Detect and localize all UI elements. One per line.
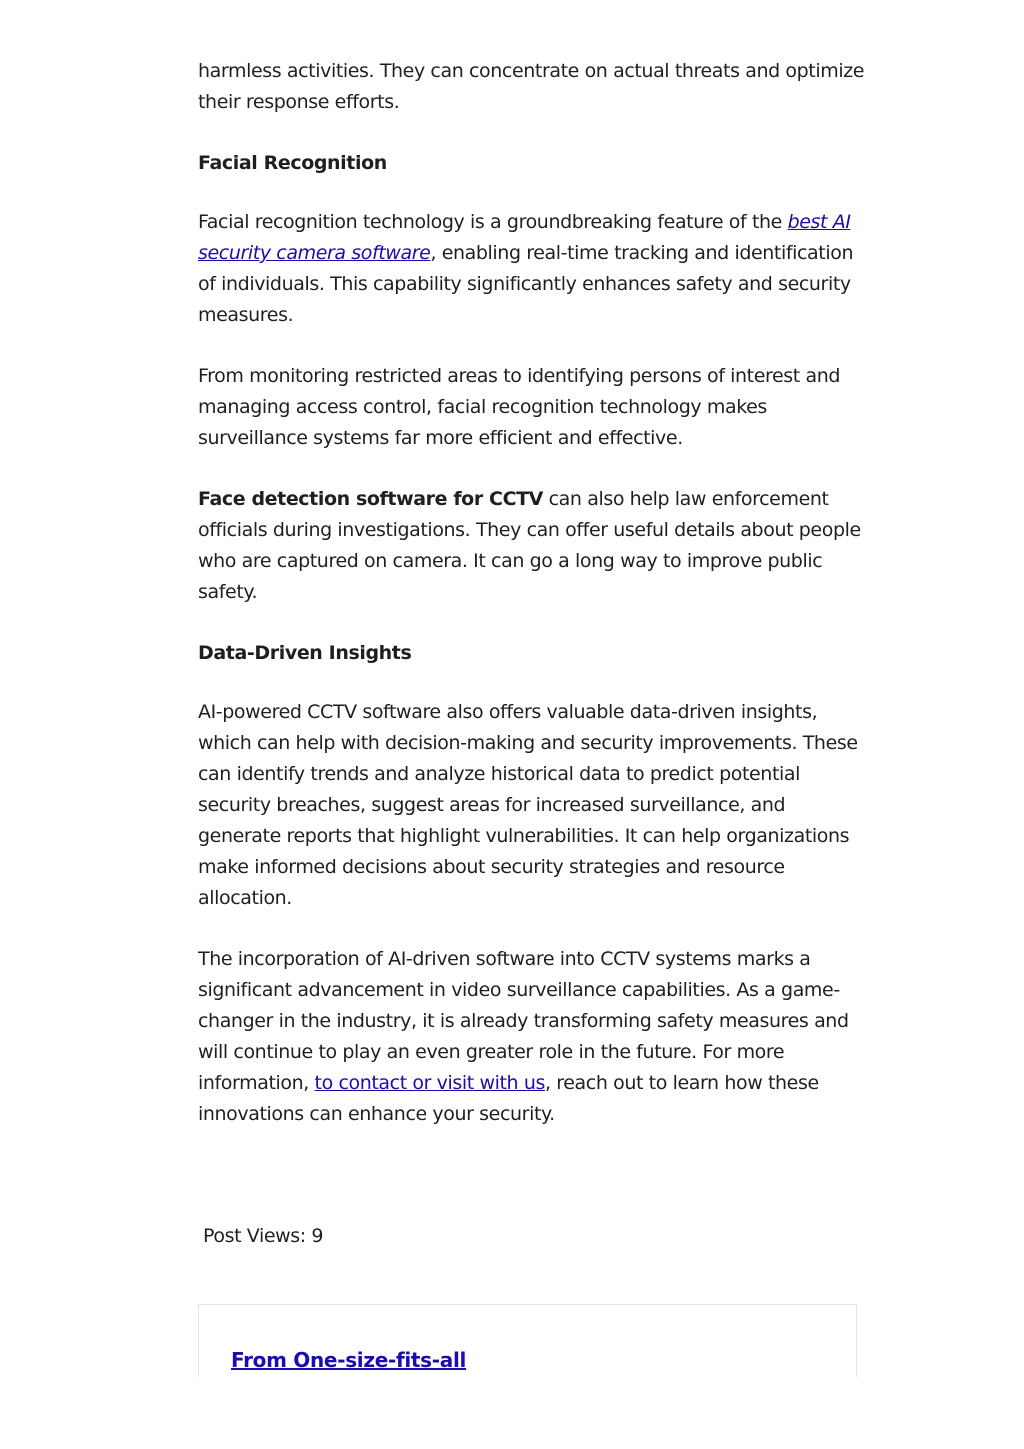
article-body bbox=[198, 56, 868, 1160]
section-heading-facial-recognition: Facial Recognition bbox=[198, 152, 387, 174]
contact-us-link[interactable]: to contact or visit with us bbox=[314, 1072, 545, 1094]
related-post-card bbox=[198, 1304, 857, 1377]
section-heading-data-driven-insights: Data-Driven Insights bbox=[198, 642, 412, 664]
insights-paragraph-1: AI-powered CCTV software also offers valuable data-driven insights, which can help with decision-making and security improvements. These can identify trends and analyze historical data to predict potential security breaches, suggest areas for increased surveillance, and generate reports that highlight vulnerabilities. It can help organizations make informed decisions about security strategies and resource allocation. bbox=[198, 701, 858, 909]
best-ai-software-link[interactable]: best AI security camera software bbox=[198, 211, 851, 264]
facial-p1-text-after: , enabling real-time tracking and identification of individuals. This capability significantly enhances safety and security measures. bbox=[198, 242, 854, 326]
facial-p3-text-after: can also help law enforcement officials during investigations. They can offer useful details about people who are captured on camera. It can go a long way to improve public safety. bbox=[198, 488, 861, 603]
face-detection-bold-text: Face detection software for CCTV bbox=[198, 488, 543, 510]
insights-paragraph-2 bbox=[198, 944, 868, 1130]
insights-p2-text-before: The incorporation of AI-driven software into CCTV systems marks a significant advancement in video surveillance capabilities. As a game-changer in the industry, it is already transforming safety measures and will continue to play an even greater role in the future. For more information, bbox=[198, 948, 849, 1094]
facial-paragraph-2: From monitoring restricted areas to identifying persons of interest and managing access control, facial recognition technology makes surveillance systems far more efficient and effective. bbox=[198, 365, 841, 449]
post-views-counter: Post Views: 9 bbox=[203, 1225, 324, 1247]
related-post-link[interactable]: From One-size-fits-all bbox=[231, 1348, 467, 1372]
facial-paragraph-1 bbox=[198, 207, 868, 331]
facial-p1-text-before: Facial recognition technology is a groundbreaking feature of the bbox=[198, 211, 788, 233]
facial-paragraph-3 bbox=[198, 484, 868, 608]
intro-paragraph: harmless activities. They can concentrate on actual threats and optimize their response efforts. bbox=[198, 60, 865, 113]
insights-p2-text-after: , reach out to learn how these innovations can enhance your security. bbox=[198, 1072, 819, 1125]
